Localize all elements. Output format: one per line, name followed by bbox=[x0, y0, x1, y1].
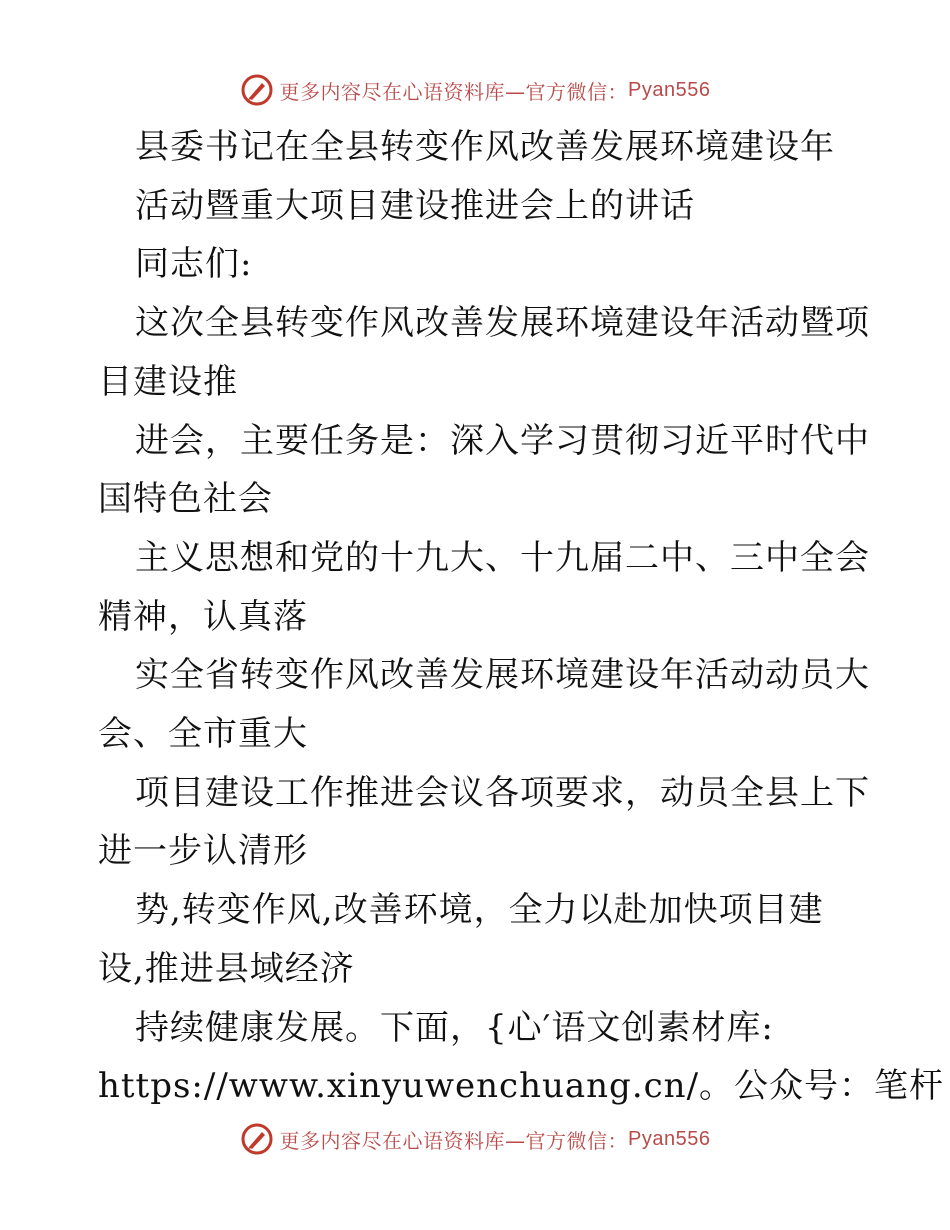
text-line: 同志们: bbox=[135, 244, 253, 284]
text-line: 会、全市重大 bbox=[98, 714, 308, 754]
watermark-text: 更多内容尽在心语资料库—官方微信： bbox=[279, 79, 629, 104]
text-line: 实全省转变作风改善发展环境建设年活动动员大 bbox=[135, 655, 870, 695]
text-line: 进一步认清形 bbox=[98, 831, 308, 871]
text-line: https://www.xinyuwenchuang.cn/。公众号：笔杆 bbox=[98, 1066, 945, 1106]
text-line: 设,推进县域经济 bbox=[98, 949, 355, 989]
text-line: 活动暨重大项目建设推进会上的讲话 bbox=[135, 186, 695, 226]
text-line: 目建设推 bbox=[98, 362, 238, 402]
footer-watermark bbox=[0, 1119, 950, 1159]
text-line: 项目建设工作推进会议各项要求，动员全县上下 bbox=[135, 773, 870, 813]
watermark-contact: Pyan556 bbox=[628, 78, 711, 101]
text-line: 这次全县转变作风改善发展环境建设年活动暨项 bbox=[135, 303, 870, 343]
text-line: 持续健康发展。下面，{心′语文创素材库: bbox=[135, 1008, 774, 1048]
text-line: 精神，认真落 bbox=[98, 597, 308, 637]
text-line: 进会，主要任务是：深入学习贯彻习近平时代中 bbox=[135, 421, 870, 461]
text-line: 主义思想和党的十九大、十九届二中、三中全会 bbox=[135, 538, 870, 578]
text-line: 国特色社会 bbox=[98, 479, 273, 519]
watermark-text: 更多内容尽在心语资料库—官方微信： bbox=[279, 1128, 629, 1153]
header-watermark bbox=[0, 70, 950, 110]
watermark-contact: Pyan556 bbox=[628, 1127, 711, 1150]
pen-logo-icon bbox=[240, 1122, 274, 1156]
text-line: 势,转变作风,改善环境，全力以赴加快项目建 bbox=[135, 890, 824, 930]
text-line: 县委书记在全县转变作风改善发展环境建设年 bbox=[135, 127, 835, 167]
pen-logo-icon bbox=[240, 73, 274, 107]
